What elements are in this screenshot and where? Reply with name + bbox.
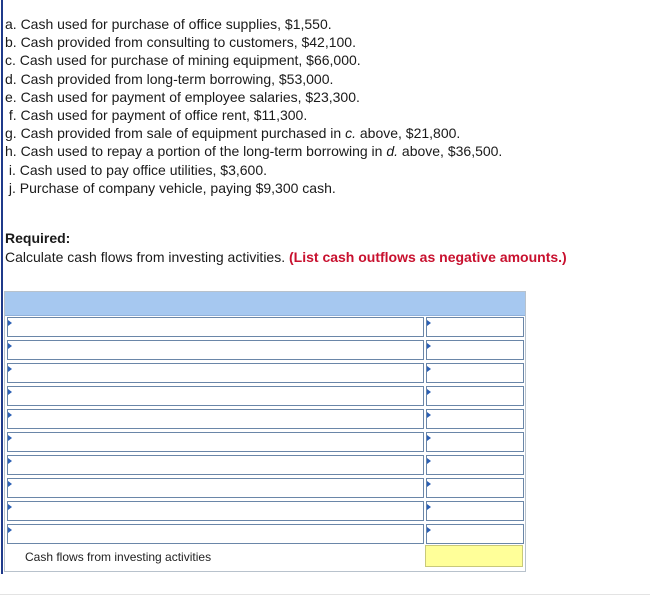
input-arrow-icon bbox=[427, 504, 431, 510]
required-heading: Required: bbox=[5, 230, 71, 246]
row-8-amount-input[interactable] bbox=[426, 478, 524, 498]
input-arrow-icon bbox=[427, 435, 431, 441]
transaction-item-c: c. Cash used for purchase of mining equipment, $66,000. bbox=[5, 52, 361, 69]
bottom-divider bbox=[0, 594, 650, 595]
transaction-item-f: f. Cash used for payment of office rent, $11,300. bbox=[5, 107, 308, 124]
input-arrow-icon bbox=[427, 458, 431, 464]
row-5-label-dropdown[interactable] bbox=[7, 409, 424, 429]
dropdown-arrow-icon bbox=[8, 481, 12, 487]
transaction-item-d: d. Cash provided from long-term borrowing, $53,000. bbox=[5, 70, 334, 87]
total-amount-input[interactable] bbox=[425, 545, 523, 567]
dropdown-arrow-icon bbox=[8, 504, 12, 510]
dropdown-arrow-icon bbox=[8, 527, 12, 533]
transaction-item-h bbox=[5, 142, 502, 160]
dropdown-arrow-icon bbox=[8, 366, 12, 372]
transaction-list bbox=[5, 15, 502, 197]
instruction-note: (List cash outflows as negative amounts.) bbox=[289, 249, 567, 265]
item-h-text-end: above, $36,500. bbox=[398, 143, 503, 160]
input-arrow-icon bbox=[427, 389, 431, 395]
row-10-label-dropdown[interactable] bbox=[7, 524, 424, 544]
investing-activities-table bbox=[4, 291, 526, 572]
item-g-text-end: above, $21,800. bbox=[355, 125, 461, 142]
row-6-amount-input[interactable] bbox=[426, 432, 524, 452]
dropdown-arrow-icon bbox=[8, 389, 12, 395]
input-arrow-icon bbox=[427, 320, 431, 326]
transaction-item-j: j. Purchase of company vehicle, paying $9,300 cash. bbox=[5, 179, 336, 196]
dropdown-arrow-icon bbox=[8, 412, 12, 418]
dropdown-arrow-icon bbox=[8, 458, 12, 464]
row-7-label-dropdown[interactable] bbox=[7, 455, 424, 475]
input-arrow-icon bbox=[427, 481, 431, 487]
item-h-text-start: h. Cash used to repay a portion of the long-term borrowing in bbox=[5, 143, 387, 160]
row-3-label-dropdown[interactable] bbox=[7, 363, 424, 383]
input-arrow-icon bbox=[427, 412, 431, 418]
transaction-item-i: i. Cash used to pay office utilities, $3,600. bbox=[5, 161, 268, 178]
row-6-label-dropdown[interactable] bbox=[7, 432, 424, 452]
row-4-label-dropdown[interactable] bbox=[7, 386, 424, 406]
total-row-label: Cash flows from investing activities bbox=[25, 550, 212, 564]
table-header bbox=[5, 292, 525, 316]
item-g-reference: c. bbox=[345, 125, 356, 142]
row-1-label-dropdown[interactable] bbox=[7, 317, 424, 337]
row-5-amount-input[interactable] bbox=[426, 409, 524, 429]
input-arrow-icon bbox=[427, 343, 431, 349]
instruction-text: Calculate cash flows from investing activities. bbox=[5, 249, 286, 265]
row-2-label-dropdown[interactable] bbox=[7, 340, 424, 360]
item-h-reference: d. bbox=[386, 143, 399, 160]
required-instruction bbox=[5, 248, 567, 266]
input-arrow-icon bbox=[427, 527, 431, 533]
dropdown-arrow-icon bbox=[8, 343, 12, 349]
row-10-amount-input[interactable] bbox=[426, 524, 524, 544]
row-3-amount-input[interactable] bbox=[426, 363, 524, 383]
transaction-item-a: a. Cash used for purchase of office supplies, $1,550. bbox=[5, 16, 332, 32]
row-9-label-dropdown[interactable] bbox=[7, 501, 424, 521]
row-7-amount-input[interactable] bbox=[426, 455, 524, 475]
dropdown-arrow-icon bbox=[8, 435, 12, 441]
row-9-amount-input[interactable] bbox=[426, 501, 524, 521]
row-2-amount-input[interactable] bbox=[426, 340, 524, 360]
transaction-item-g bbox=[5, 124, 502, 142]
left-border-rule bbox=[1, 0, 3, 574]
transaction-item-b: b. Cash provided from consulting to customers, $42,100. bbox=[5, 34, 356, 51]
row-8-label-dropdown[interactable] bbox=[7, 478, 424, 498]
dropdown-arrow-icon bbox=[8, 320, 12, 326]
item-g-text-start: g. Cash provided from sale of equipment purchased in bbox=[5, 125, 346, 142]
input-arrow-icon bbox=[427, 366, 431, 372]
row-4-amount-input[interactable] bbox=[426, 386, 524, 406]
transaction-item-e: e. Cash used for payment of employee salaries, $23,300. bbox=[5, 88, 360, 105]
row-1-amount-input[interactable] bbox=[426, 317, 524, 337]
